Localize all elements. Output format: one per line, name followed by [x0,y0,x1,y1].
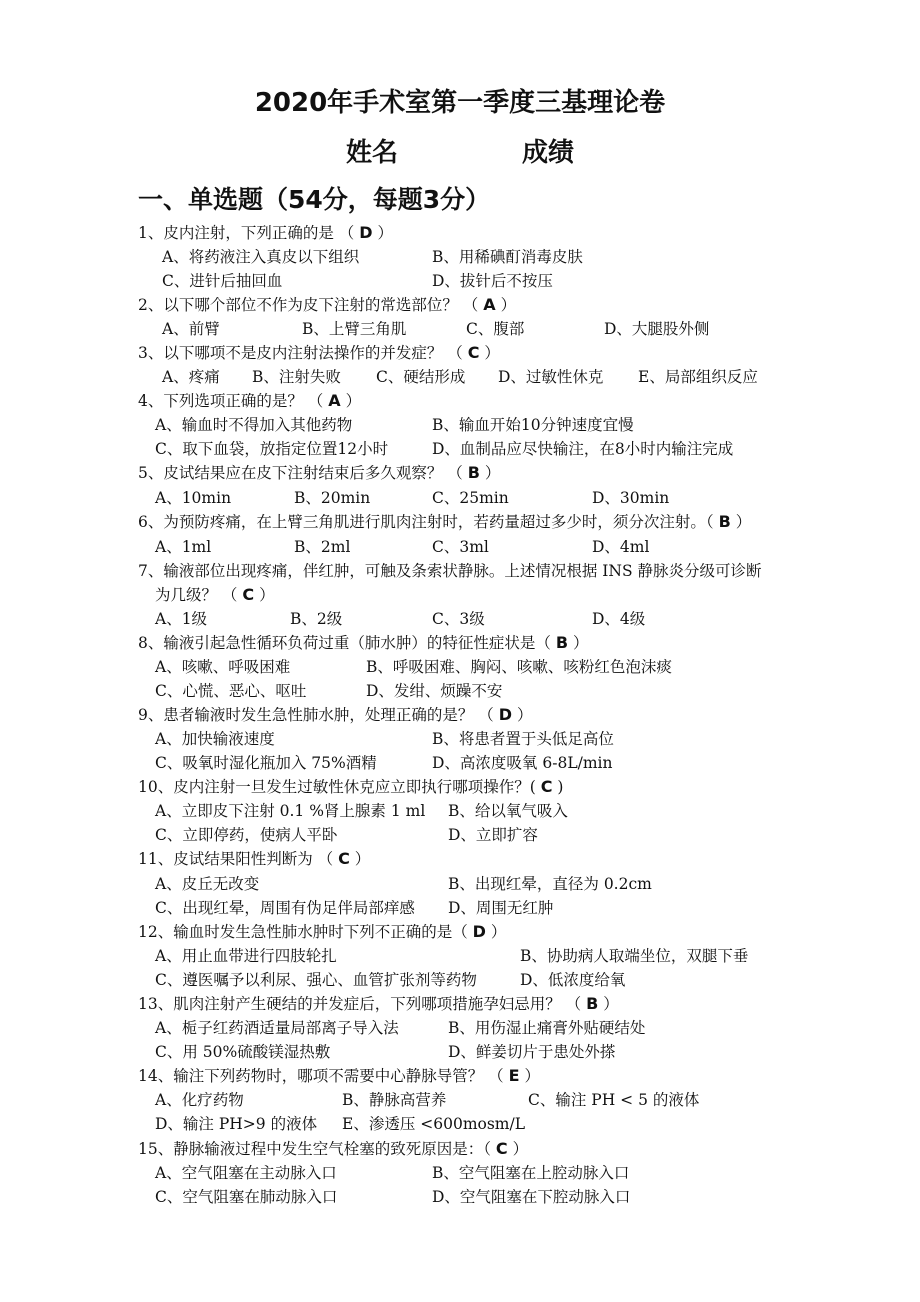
answer-mark: C [467,343,480,362]
name-label: 姓名 [345,138,398,168]
option: A、咳嗽、呼吸困难 [155,658,291,676]
question-text: 8、输液引起急性循环负荷过重（肺水肿）的特征性症状是（ [138,634,551,652]
question-text: 4、下列选项正确的是？ （ [138,392,324,410]
question-text: 1、皮内注射，下列正确的是 （ [138,224,355,242]
option: B、20min [294,489,371,507]
option: B、出现红晕，直径为 0.2cm [448,875,652,893]
question-text: 12、输血时发生急性肺水肿时下列不正确的是（ [138,923,468,941]
question-stem [138,632,588,654]
question-text: 2、以下哪个部位不作为皮下注射的常选部位？ （ [138,296,479,314]
option: C、进针后抽回血 [162,272,283,290]
paren-close: ） [490,923,507,941]
option: D、4级 [592,610,646,628]
option: E、局部组织反应 [638,368,758,386]
paren-close: ） [512,1140,529,1158]
paren-close: ） [524,1067,540,1085]
option: C、3级 [432,610,485,628]
option: E、渗透压 <600mosm/L [342,1115,526,1133]
option: D、4ml [592,538,650,556]
question-stem [138,1065,540,1087]
option: D、输注 PH>9 的液体 [155,1115,318,1133]
question-stem-cont [155,584,275,606]
option: C、立即停药，使病人平卧 [155,826,338,844]
paren-close: ） [735,513,752,531]
option: B、2级 [290,610,343,628]
paren-close: ） [259,586,275,604]
answer-mark: C [338,849,350,868]
option: A、加快输液速度 [155,730,275,748]
option: D、高浓度吸氧 6-8L/min [432,754,613,772]
option: A、立即皮下注射 0.1 %肾上腺素 1 ml [155,802,426,820]
question-text: 14、输注下列药物时，哪项不需要中心静脉导管？ （ [138,1067,504,1085]
answer-mark: C [242,585,255,604]
question-text: 7、输液部位出现疼痛，伴红肿，可触及条索状静脉。上述情况根据 INS 静脉炎分级可诊断 [138,562,762,580]
question-stem [138,511,751,533]
paren-close: ） [516,706,533,724]
option: A、10min [155,489,232,507]
option: C、吸氧时湿化瓶加入 75%酒精 [155,754,377,772]
option: C、用 50%硫酸镁湿热敷 [155,1043,331,1061]
option: A、1ml [155,538,212,556]
question-stem [138,560,762,582]
option: A、化疗药物 [155,1091,244,1109]
option: C、心慌、恶心、呕吐 [155,682,307,700]
option: D、发绀、烦躁不安 [366,682,503,700]
paren-close: ） [500,296,517,314]
paren-close: ） [603,995,619,1013]
question-text-cont: 为几级？ （ [155,586,238,604]
option: D、立即扩容 [448,826,538,844]
option: D、周围无红肿 [448,899,554,917]
answer-mark: C [540,777,553,796]
option: B、将患者置于头低足高位 [432,730,614,748]
score-label: 成绩 [522,138,575,168]
answer-mark: D [498,705,513,724]
option: B、给以氧气吸入 [448,802,568,820]
answer-mark: A [328,391,341,410]
option: B、用稀碘酊消毒皮肤 [432,248,583,266]
option: B、静脉高营养 [342,1091,447,1109]
paren-close: ） [377,224,393,242]
question-stem [138,390,361,412]
option: C、遵医嘱予以利尿、强心、血管扩张剂等药物 [155,971,477,989]
question-stem [138,848,370,870]
option: D、鲜姜切片于患处外搽 [448,1043,616,1061]
paren-close: ） [484,344,500,362]
option: C、取下血袋，放指定位置12小时 [155,440,389,458]
question-text: 5、皮试结果应在皮下注射结束后多久观察？ （ [138,464,463,482]
option: C、3ml [432,538,489,556]
option: A、前臂 [162,320,220,338]
option: D、低浓度给氧 [520,971,626,989]
option: D、拔针后不按压 [432,272,553,290]
option: A、将药液注入真皮以下组织 [162,248,360,266]
option: C、空气阻塞在肺动脉入口 [155,1188,338,1206]
answer-mark: D [472,922,486,941]
option: B、2ml [294,538,351,556]
option: C、硬结形成 [376,368,466,386]
option: C、出现红晕，周围有伪足伴局部痒感 [155,899,415,917]
option: D、空气阻塞在下腔动脉入口 [432,1188,631,1206]
question-stem [138,993,619,1015]
option: B、用伤湿止痛膏外贴硬结处 [448,1019,646,1037]
name-score-line [0,132,920,169]
question-text: 11、皮试结果阳性判断为 （ [138,850,334,868]
question-text: 6、为预防疼痛，在上臂三角肌进行肌肉注射时，若药量超过多少时，须分次注射。（ [138,513,714,531]
option: A、1级 [155,610,208,628]
answer-mark: B [718,512,731,531]
option: D、30min [592,489,670,507]
paren-close: ) [557,778,564,796]
option: A、疼痛 [162,368,220,386]
answer-mark: D [359,223,373,242]
answer-mark: E [508,1066,520,1085]
answer-mark: B [555,633,569,652]
section-title: 一、单选题（54分，每题3分） [138,185,491,214]
question-text: 9、患者输液时发生急性肺水肿，处理正确的是？ （ [138,706,494,724]
question-stem [138,1138,528,1160]
option: B、上臂三角肌 [302,320,407,338]
question-stem [138,222,393,244]
option: B、输血开始10分钟速度宜慢 [432,416,634,434]
option: D、大腿股外侧 [604,320,710,338]
option: A、皮丘无改变 [155,875,260,893]
option: D、过敏性休克 [498,368,604,386]
page-title: 2020年手术室第一季度三基理论卷 [254,88,666,118]
option: C、25min [432,489,509,507]
paren-close: ） [345,392,362,410]
option: A、用止血带进行四肢轮扎 [155,947,337,965]
answer-mark: A [483,295,496,314]
option: D、血制品应尽快输注，在8小时内输注完成 [432,440,734,458]
paren-close: ） [572,634,589,652]
option: A、输血时不得加入其他药物 [155,416,353,434]
paren-close: ） [354,850,371,868]
answer-mark: B [467,463,480,482]
option: B、注射失败 [252,368,341,386]
question-stem [138,294,516,316]
question-stem [138,704,532,726]
option: B、呼吸困难、胸闷、咳嗽、咳粉红色泡沫痰 [366,658,672,676]
question-stem [138,462,500,484]
option: C、输注 PH < 5 的液体 [528,1091,700,1109]
option: A、空气阻塞在主动脉入口 [155,1164,337,1182]
option: A、栀子红药酒适量局部离子导入法 [155,1019,399,1037]
paren-close: ） [484,464,501,482]
question-text: 3、以下哪项不是皮内注射法操作的并发症？ （ [138,344,463,362]
answer-mark: B [586,994,599,1013]
option: B、协助病人取端坐位，双腿下垂 [520,947,749,965]
question-text: 15、静脉输液过程中发生空气栓塞的致死原因是：（ [138,1140,491,1158]
option: B、空气阻塞在上腔动脉入口 [432,1164,630,1182]
option: C、腹部 [466,320,525,338]
question-stem [138,342,500,364]
question-text: 13、肌肉注射产生硬结的并发症后，下列哪项措施孕妇忌用？ （ [138,995,582,1013]
question-stem [138,776,563,798]
question-stem [138,921,506,943]
question-text: 10、皮内注射一旦发生过敏性休克应立即执行哪项操作？( [138,778,536,796]
answer-mark: C [495,1139,508,1158]
